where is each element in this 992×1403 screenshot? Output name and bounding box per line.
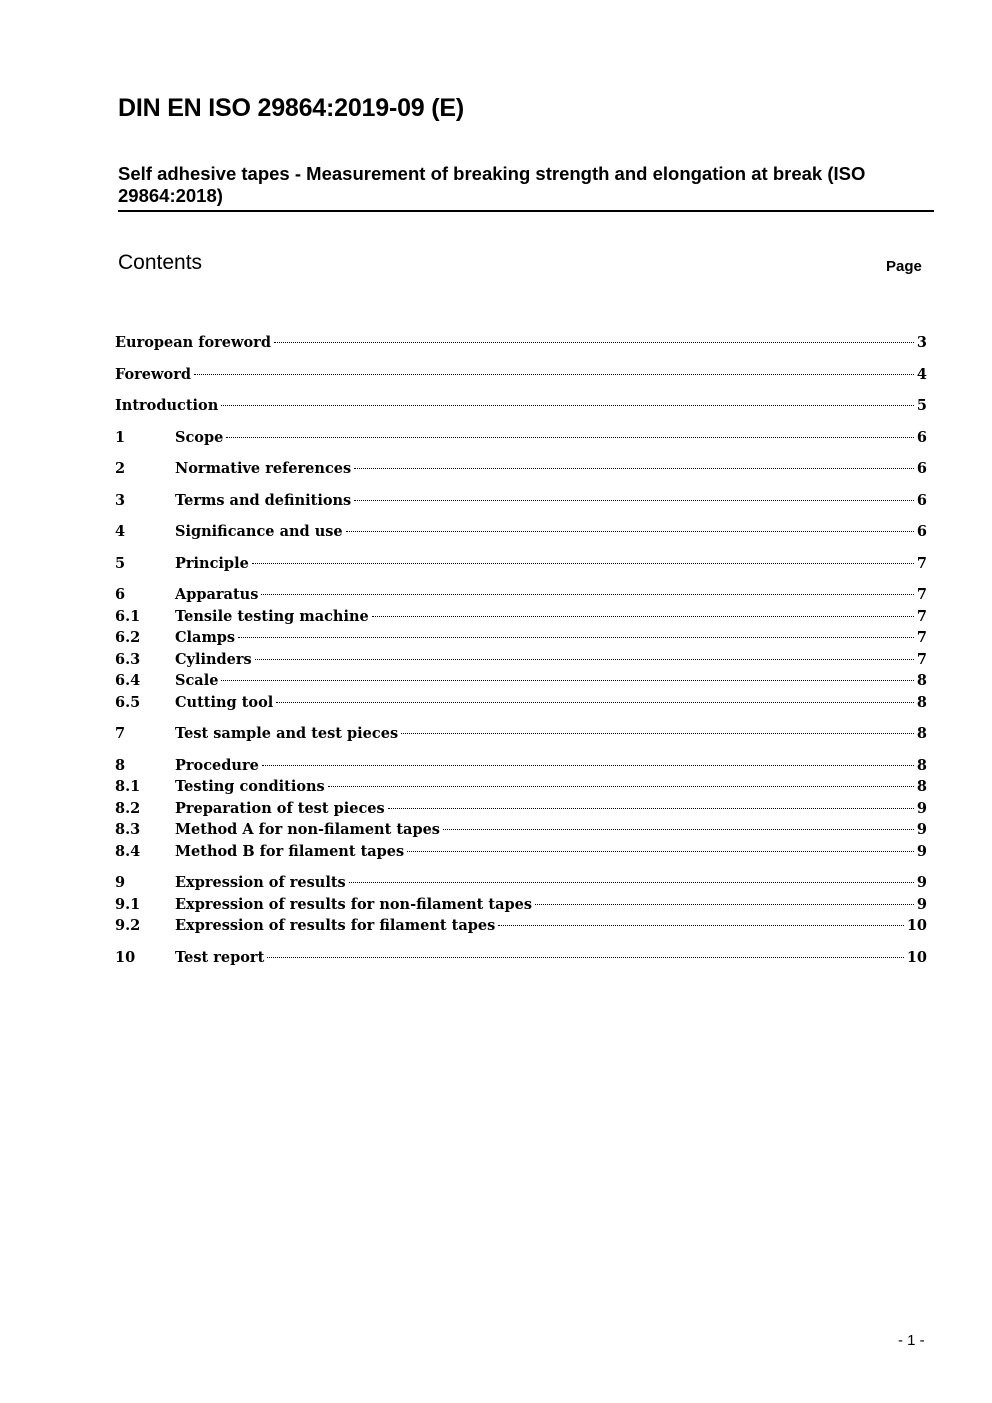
toc-entry[interactable] bbox=[115, 490, 927, 512]
toc-entry-title: Introduction bbox=[115, 397, 219, 414]
toc-entry-title: European foreword bbox=[115, 334, 271, 351]
toc-entry-page: 6 bbox=[916, 523, 927, 540]
toc-entry-number: 9.1 bbox=[115, 896, 141, 913]
page-number: - 1 - bbox=[898, 1332, 925, 1349]
toc-entry[interactable] bbox=[115, 584, 927, 606]
toc-entry-number: 6.4 bbox=[115, 672, 141, 689]
toc-entry[interactable] bbox=[115, 670, 927, 692]
toc-entry-number: 4 bbox=[115, 523, 126, 540]
toc-dot-leader bbox=[194, 374, 914, 375]
toc-entry-page: 8 bbox=[916, 725, 927, 742]
toc-entry-title: Expression of results for filament tapes bbox=[175, 917, 496, 934]
toc-entry[interactable] bbox=[115, 915, 927, 937]
toc-entry-title: Test sample and test pieces bbox=[175, 725, 399, 742]
toc-entry-title: Test report bbox=[175, 949, 265, 966]
toc-entry-page: 6 bbox=[916, 429, 927, 446]
toc-entry[interactable] bbox=[115, 723, 927, 745]
toc-entry-title: Clamps bbox=[175, 629, 236, 646]
toc-entry-title: Expression of results bbox=[175, 874, 346, 891]
toc-dot-leader bbox=[443, 829, 914, 830]
toc-entry-number: 6.2 bbox=[115, 629, 141, 646]
toc-dot-leader bbox=[372, 616, 914, 617]
toc-entry-title: Procedure bbox=[175, 757, 259, 774]
toc-entry-page: 8 bbox=[916, 778, 927, 795]
toc-entry-number: 6.1 bbox=[115, 608, 141, 625]
toc-dot-leader bbox=[255, 659, 914, 660]
toc-entry-number: 3 bbox=[115, 492, 126, 509]
toc-entry-page: 6 bbox=[916, 460, 927, 477]
toc-entry-number: 8 bbox=[115, 757, 126, 774]
toc-entry[interactable] bbox=[115, 649, 927, 671]
toc-entry-title: Method A for non-filament tapes bbox=[175, 821, 440, 838]
toc-entry-page: 9 bbox=[916, 821, 927, 838]
toc-dot-leader bbox=[498, 925, 904, 926]
toc-entry[interactable] bbox=[115, 606, 927, 628]
toc-entry-number: 8.2 bbox=[115, 800, 141, 817]
toc-entry-page: 3 bbox=[916, 334, 927, 351]
toc-dot-leader bbox=[261, 594, 914, 595]
toc-entry-page: 9 bbox=[916, 896, 927, 913]
document-title: DIN EN ISO 29864:2019-09 (E) bbox=[118, 94, 464, 122]
toc-entry-page: 10 bbox=[906, 917, 927, 934]
toc-entry[interactable] bbox=[115, 841, 927, 863]
toc-entry-title: Expression of results for non-filament tapes bbox=[175, 896, 533, 913]
toc-entry-title: Terms and definitions bbox=[175, 492, 352, 509]
toc-entry-title: Foreword bbox=[115, 366, 191, 383]
toc-entry[interactable] bbox=[115, 458, 927, 480]
document-subtitle: Self adhesive tapes - Measurement of breaking strength and elongation at break (ISO 29864:2018) bbox=[118, 163, 866, 206]
toc-entry-title: Normative references bbox=[175, 460, 352, 477]
toc-entry-page: 7 bbox=[916, 651, 927, 668]
toc-entry[interactable] bbox=[115, 947, 927, 969]
toc-dot-leader bbox=[221, 405, 914, 406]
toc-entry-page: 6 bbox=[916, 492, 927, 509]
toc-dot-leader bbox=[354, 500, 914, 501]
toc-entry-number: 8.4 bbox=[115, 843, 141, 860]
toc-entry-title: Testing conditions bbox=[175, 778, 325, 795]
toc-entry[interactable] bbox=[115, 872, 927, 894]
toc-dot-leader bbox=[276, 702, 914, 703]
toc-entry-title: Cylinders bbox=[175, 651, 252, 668]
toc-entry-number: 9.2 bbox=[115, 917, 141, 934]
toc-entry-title: Significance and use bbox=[175, 523, 343, 540]
toc-dot-leader bbox=[238, 637, 914, 638]
toc-dot-leader bbox=[388, 808, 914, 809]
toc-entry-title: Method B for filament tapes bbox=[175, 843, 405, 860]
toc-entry-page: 9 bbox=[916, 800, 927, 817]
toc-entry[interactable] bbox=[115, 776, 927, 798]
toc-entry-page: 9 bbox=[916, 874, 927, 891]
toc-entry-page: 7 bbox=[916, 608, 927, 625]
toc-entry-title: Tensile testing machine bbox=[175, 608, 369, 625]
toc-entry-title: Preparation of test pieces bbox=[175, 800, 385, 817]
toc-entry[interactable] bbox=[115, 755, 927, 777]
toc-dot-leader bbox=[349, 882, 914, 883]
toc-dot-leader bbox=[535, 904, 914, 905]
toc-entry-page: 9 bbox=[916, 843, 927, 860]
toc-entry[interactable] bbox=[115, 627, 927, 649]
toc-dot-leader bbox=[252, 563, 914, 564]
toc-dot-leader bbox=[346, 531, 914, 532]
toc-entry-page: 7 bbox=[916, 586, 927, 603]
toc-entry-page: 7 bbox=[916, 629, 927, 646]
toc-dot-leader bbox=[221, 680, 913, 681]
toc-entry-page: 4 bbox=[916, 366, 927, 383]
toc-entry-number: 6.3 bbox=[115, 651, 141, 668]
toc-entry-page: 8 bbox=[916, 672, 927, 689]
toc-entry[interactable] bbox=[115, 332, 927, 354]
toc-entry-page: 10 bbox=[906, 949, 927, 966]
toc-entry-page: 8 bbox=[916, 694, 927, 711]
toc-entry-page: 8 bbox=[916, 757, 927, 774]
toc-entry-title: Principle bbox=[175, 555, 249, 572]
toc-entry-number: 10 bbox=[115, 949, 136, 966]
toc-dot-leader bbox=[407, 851, 914, 852]
toc-entry[interactable] bbox=[115, 364, 927, 386]
toc-entry[interactable] bbox=[115, 427, 927, 449]
toc-entry[interactable] bbox=[115, 521, 927, 543]
page-column-label: Page bbox=[886, 258, 922, 275]
toc-dot-leader bbox=[401, 733, 914, 734]
toc-entry[interactable] bbox=[115, 819, 927, 841]
toc-entry-number: 8.3 bbox=[115, 821, 141, 838]
toc-entry-number: 6.5 bbox=[115, 694, 141, 711]
contents-heading: Contents bbox=[118, 251, 203, 274]
toc-entry[interactable] bbox=[115, 894, 927, 916]
toc-entry-title: Apparatus bbox=[175, 586, 259, 603]
toc-dot-leader bbox=[274, 342, 914, 343]
toc-entry-number: 1 bbox=[115, 429, 126, 446]
toc-dot-leader bbox=[328, 786, 914, 787]
toc-entry[interactable] bbox=[115, 553, 927, 575]
toc-dot-leader bbox=[354, 468, 914, 469]
toc-dot-leader bbox=[262, 765, 914, 766]
toc-entry[interactable] bbox=[115, 395, 927, 417]
toc-entry-title: Scope bbox=[175, 429, 224, 446]
toc-entry[interactable] bbox=[115, 692, 927, 714]
toc-entry-number: 5 bbox=[115, 555, 126, 572]
toc-dot-leader bbox=[267, 957, 904, 958]
toc-entry-page: 5 bbox=[916, 397, 927, 414]
toc-entry-number: 8.1 bbox=[115, 778, 141, 795]
toc-entry-number: 7 bbox=[115, 725, 126, 742]
toc-entry-page: 7 bbox=[916, 555, 927, 572]
toc-entry-number: 9 bbox=[115, 874, 126, 891]
toc-dot-leader bbox=[226, 437, 914, 438]
toc-entry-number: 2 bbox=[115, 460, 126, 477]
toc-entry-title: Cutting tool bbox=[175, 694, 274, 711]
toc-entry-title: Scale bbox=[175, 672, 219, 689]
toc-entry[interactable] bbox=[115, 798, 927, 820]
toc-entry-number: 6 bbox=[115, 586, 126, 603]
